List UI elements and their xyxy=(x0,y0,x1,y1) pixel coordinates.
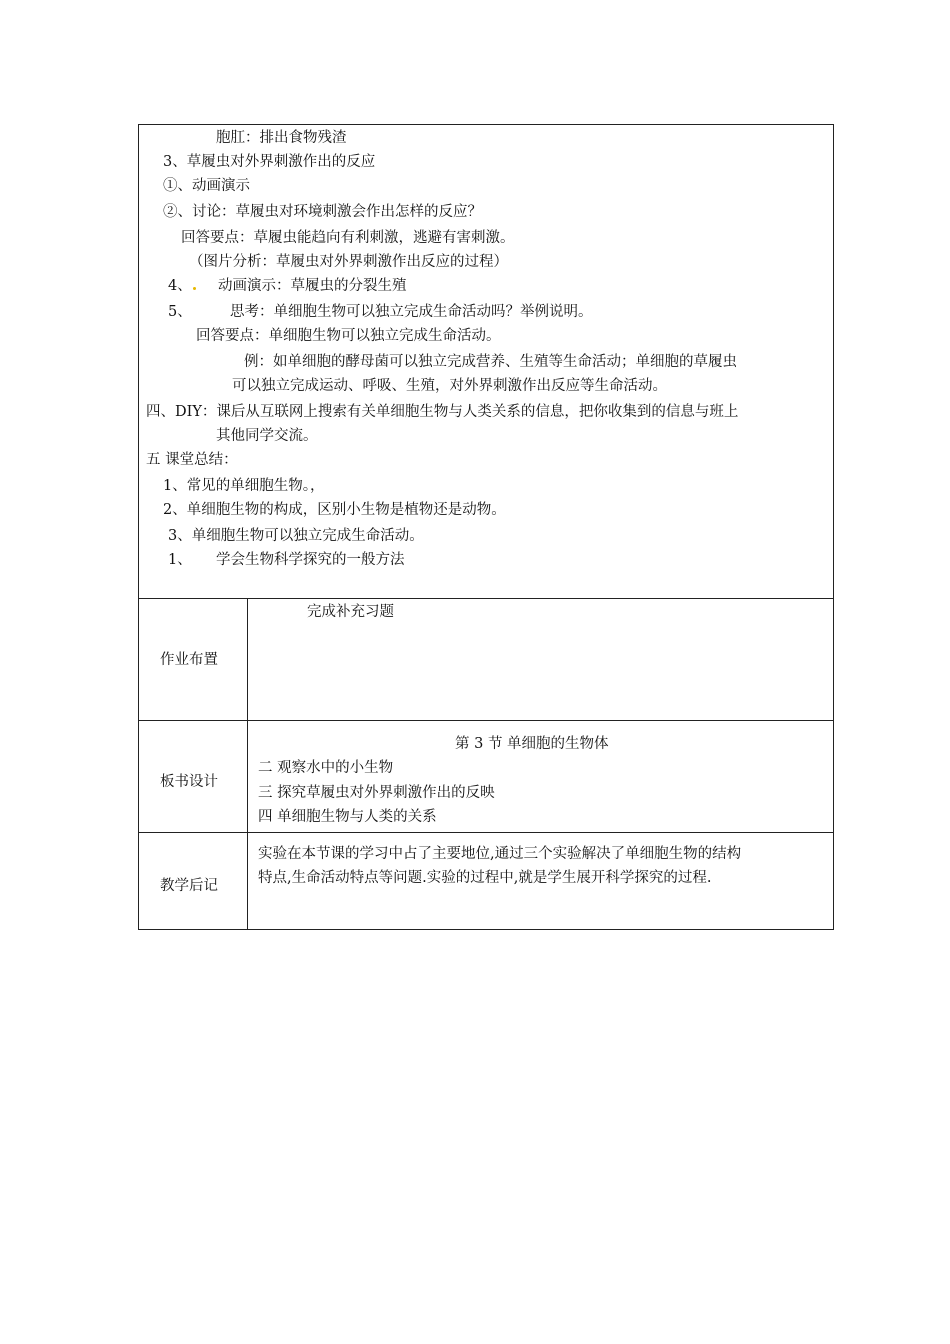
row-divider xyxy=(138,720,834,721)
process-line: 胞肛：排出食物残渣 xyxy=(216,130,347,146)
process-line: 五 课堂总结： xyxy=(146,452,238,468)
process-line: 1、 xyxy=(168,552,192,568)
blackboard-item: 四 单细胞生物与人类的关系 xyxy=(258,809,437,825)
process-line: 回答要点：单细胞生物可以独立完成生命活动。 xyxy=(196,328,501,344)
marker-dot xyxy=(193,287,196,290)
process-line: 回答要点：草履虫能趋向有利刺激，逃避有害刺激。 xyxy=(181,230,515,246)
process-line: 学会生物科学探究的一般方法 xyxy=(216,552,405,568)
blackboard-label: 板书设计 xyxy=(160,774,218,790)
process-line: 3、草履虫对外界刺激作出的反应 xyxy=(163,154,376,170)
process-line: 5、 xyxy=(168,304,192,320)
process-line: 1、常见的单细胞生物。， xyxy=(163,478,325,494)
process-line: ①、动画演示 xyxy=(163,178,250,194)
process-line: ②、讨论：草履虫对环境刺激会作出怎样的反应？ xyxy=(163,204,482,220)
homework-label: 作业布置 xyxy=(160,652,218,668)
process-line: 例：如单细胞的酵母菌可以独立完成营养、生殖等生命活动；单细胞的草履虫 xyxy=(244,354,737,370)
row-divider xyxy=(138,598,834,599)
process-line: 动画演示：草履虫的分裂生殖 xyxy=(218,278,407,294)
reflection-line: 特点,生命活动特点等问题.实验的过程中,就是学生展开科学探究的过程. xyxy=(258,870,712,886)
column-divider xyxy=(247,598,248,930)
process-line: 4、 xyxy=(168,276,197,296)
blackboard-title: 第 3 节 单细胞的生物体 xyxy=(455,736,609,752)
process-line: 其他同学交流。 xyxy=(216,428,318,444)
blackboard-item: 二 观察水中的小生物 xyxy=(258,760,394,776)
row-divider xyxy=(138,832,834,833)
reflection-line: 实验在本节课的学习中占了主要地位,通过三个实验解决了单细胞生物的结构 xyxy=(258,846,742,862)
blackboard-item: 三 探究草履虫对外界刺激作出的反映 xyxy=(258,785,495,801)
process-line: 可以独立完成运动、呼吸、生殖，对外界刺激作出反应等生命活动。 xyxy=(232,378,667,394)
reflection-label: 教学后记 xyxy=(160,878,218,894)
process-line: 2、单细胞生物的构成，区别小生物是植物还是动物。 xyxy=(163,502,506,518)
process-line: 四、DIY：课后从互联网上搜索有关单细胞生物与人类关系的信息，把你收集到的信息与班上 xyxy=(146,404,739,420)
homework-content: 完成补充习题 xyxy=(307,604,394,620)
process-line: （图片分析：草履虫对外界刺激作出反应的过程） xyxy=(189,254,508,270)
process-line: 思考：单细胞生物可以独立完成生命活动吗？举例说明。 xyxy=(230,304,593,320)
process-line: 3、单细胞生物可以独立完成生命活动。 xyxy=(168,528,424,544)
